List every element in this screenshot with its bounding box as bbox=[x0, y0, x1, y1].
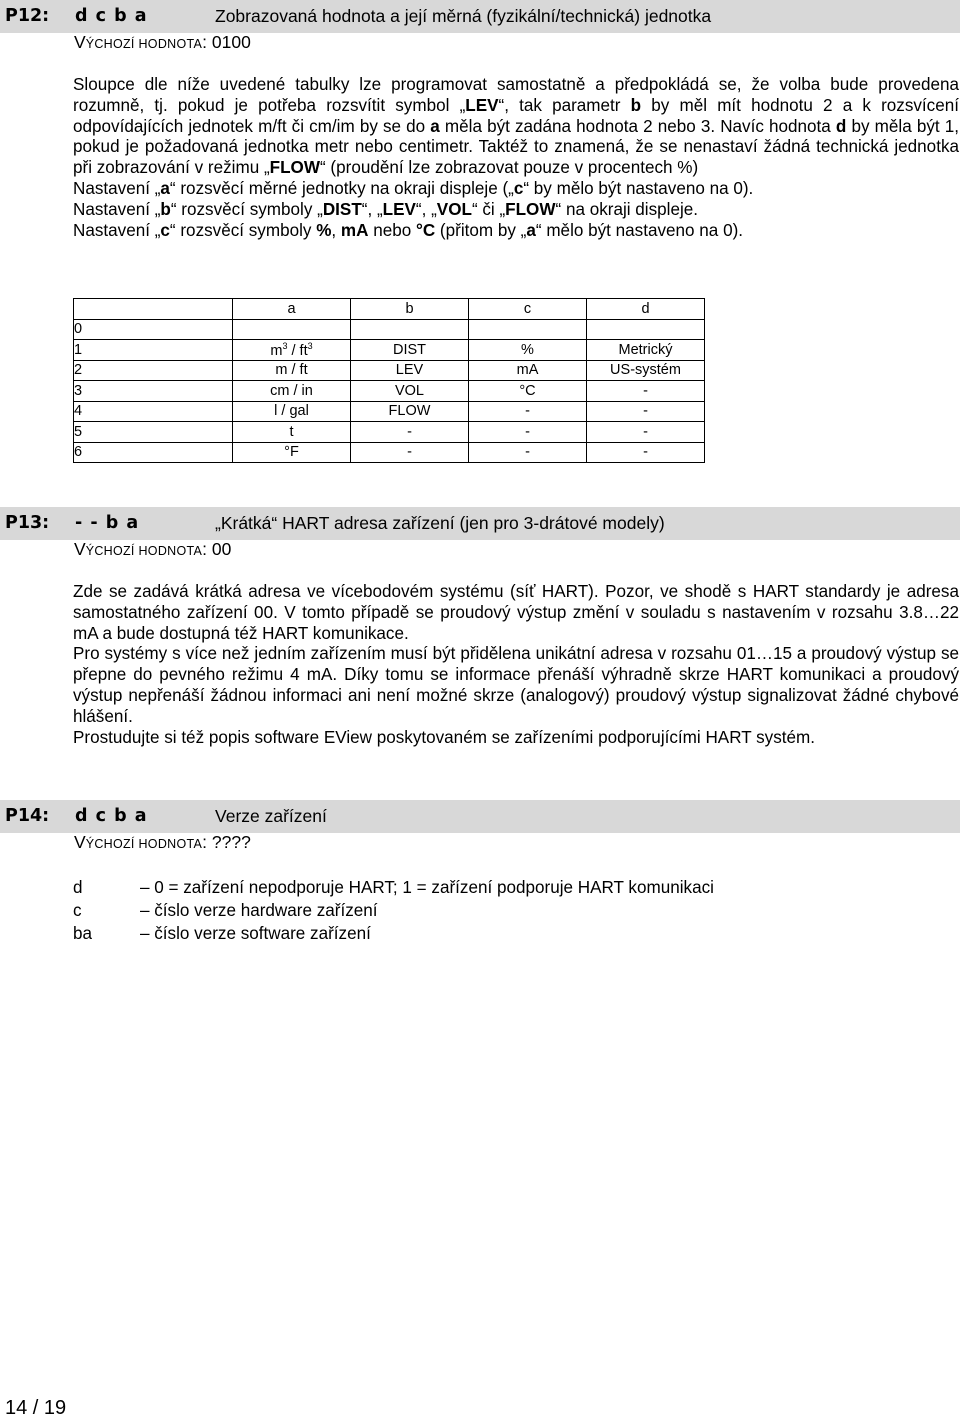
p14-title: Verze zařízení bbox=[215, 806, 327, 826]
list-item-key: c bbox=[73, 901, 82, 920]
table-cell: cm / in bbox=[233, 381, 351, 402]
table-cell: US-systém bbox=[587, 360, 705, 381]
table-cell: - bbox=[351, 422, 469, 443]
table-cell: - bbox=[351, 442, 469, 463]
table-header-cell: d bbox=[587, 299, 705, 320]
table-header-cell bbox=[74, 299, 233, 320]
p12-setting-a: Nastavení „a“ rozsvěcí měrné jednotky na okraji displeje („c“ by mělo být nastaveno na 0). bbox=[73, 178, 754, 198]
list-item-text: – číslo verze software zařízení bbox=[140, 924, 371, 943]
p14-default-value bbox=[74, 832, 251, 853]
table-cell: % bbox=[469, 340, 587, 361]
table-cell: 2 bbox=[74, 360, 233, 381]
table-cell: °C bbox=[469, 381, 587, 402]
p13-title: „Krátká“ HART adresa zařízení (jen pro 3-drátové modely) bbox=[215, 513, 665, 533]
table-cell: - bbox=[469, 422, 587, 443]
p12-paragraph: Sloupce dle níže uvedené tabulky lze programovat samostatně a předpokládá se, že volba bude provedena rozumně, tj. pokud je potřeba rozsvítit symbol „LEV“, tak parametr b by měl mít hodnotu 2 a k rozsvícení odpovídajících jednotek m/ft či cm/im by se do a měla být zadána hodnota 2 nebo 3. Navíc hodnota d by měla být 1, pokud je požadovaná jednotka metr nebo centimetr. Taktéž to znamená, že se nenastaví žádná technická jednotka při zobrazování v režimu „FLOW“ (proudění lze zobrazovat pouze v procentech %) bbox=[73, 75, 959, 178]
table-cell: 5 bbox=[74, 422, 233, 443]
p12-param-id: P12: bbox=[5, 6, 50, 26]
table-cell: - bbox=[469, 401, 587, 422]
table-cell: mA bbox=[469, 360, 587, 381]
list-item-text: – 0 = zařízení nepodporuje HART; 1 = zařízení podporuje HART komunikaci bbox=[140, 878, 714, 897]
p12-setting-b: Nastavení „b“ rozsvěcí symboly „DIST“, „LEV“, „VOL“ či „FLOW“ na okraji displeje. bbox=[73, 199, 699, 219]
table-cell bbox=[469, 319, 587, 340]
list-item-key: d bbox=[73, 878, 83, 897]
table-header-cell: b bbox=[351, 299, 469, 320]
table-cell: 0 bbox=[74, 319, 233, 340]
p14-default-number: : ???? bbox=[202, 832, 251, 852]
table-row bbox=[74, 381, 705, 402]
table-row bbox=[74, 401, 705, 422]
p12-default-value bbox=[74, 32, 251, 53]
table-row bbox=[74, 319, 705, 340]
table-cell bbox=[233, 319, 351, 340]
p13-param-id: P13: bbox=[5, 513, 50, 533]
p13-paragraph-3: Prostudujte si též popis software EView poskytovaném se zařízeními podporujícími HART systém. bbox=[73, 727, 815, 747]
page-number: 14 / 19 bbox=[5, 1397, 67, 1419]
table-cell: °F bbox=[233, 442, 351, 463]
table-cell: LEV bbox=[351, 360, 469, 381]
p13-digit-code: - - b a bbox=[75, 513, 140, 533]
table-row bbox=[74, 360, 705, 381]
table-cell: $m^3 / ft^3$ bbox=[233, 340, 351, 361]
p13-default-label: ÝCHOZÍ HODNOTA bbox=[85, 544, 203, 558]
p14-default-label-first: V bbox=[74, 832, 86, 852]
p12-description bbox=[73, 75, 959, 241]
table-header-row bbox=[74, 299, 705, 320]
table-cell: - bbox=[587, 442, 705, 463]
p12-default-number: : 0100 bbox=[202, 32, 251, 52]
table-cell: t bbox=[233, 422, 351, 443]
table-cell: - bbox=[587, 422, 705, 443]
p13-default-label-first: V bbox=[74, 539, 86, 559]
table-header-cell: c bbox=[469, 299, 587, 320]
p12-digit-code: d c b a bbox=[75, 6, 148, 26]
p13-paragraph-1: Zde se zadává krátká adresa ve vícebodovém systému (síť HART). Pozor, ve shodě s HART standardy je adresa samostatného zařízení 00. V tomto případě se proudový výstup změní v souladu s nastavením v rozsahu 3.8…22 mA a bude dostupná též HART komunikace. bbox=[73, 582, 959, 643]
list-item-text: – číslo verze hardware zařízení bbox=[140, 901, 378, 920]
table-cell bbox=[351, 319, 469, 340]
p13-default-value bbox=[74, 539, 231, 560]
table-cell: - bbox=[587, 401, 705, 422]
table-cell: m / ft bbox=[233, 360, 351, 381]
p13-description bbox=[73, 582, 959, 748]
list-item-key: ba bbox=[73, 924, 93, 943]
p14-param-id: P14: bbox=[5, 806, 50, 826]
p12-setting-c: Nastavení „c“ rozsvěcí symboly %, mA nebo °C (přitom by „a“ mělo být nastaveno na 0). bbox=[73, 220, 744, 240]
table-cell: l / gal bbox=[233, 401, 351, 422]
p13-paragraph-2: Pro systémy s více než jedním zařízením musí být přidělena unikátní adresa v rozsahu 01…15 a proudový výstup se přepne do pevného režimu 4 mA. Díky tomu se informace přenáší výhradně skrze HART komunikaci a proudový výstup nepřenáší žádnou informaci ani není možné skrze (analogový) proudový výstup signalizovat žádné chybové hlášení. bbox=[73, 644, 959, 726]
table-cell: 3 bbox=[74, 381, 233, 402]
table-row bbox=[74, 442, 705, 463]
table-header-cell: a bbox=[233, 299, 351, 320]
table-cell: - bbox=[469, 442, 587, 463]
p14-digit-code: d c b a bbox=[75, 806, 148, 826]
table-cell: 6 bbox=[74, 442, 233, 463]
p14-digit-list bbox=[73, 876, 953, 946]
table-cell: VOL bbox=[351, 381, 469, 402]
p12-unit-table bbox=[73, 298, 705, 463]
table-cell: Metrický bbox=[587, 340, 705, 361]
table-cell: FLOW bbox=[351, 401, 469, 422]
p12-default-label: ÝCHOZÍ HODNOTA bbox=[85, 37, 203, 51]
table-cell: - bbox=[587, 381, 705, 402]
p14-default-label: ÝCHOZÍ HODNOTA bbox=[85, 837, 203, 851]
table-cell: 4 bbox=[74, 401, 233, 422]
table-cell: 1 bbox=[74, 340, 233, 361]
table-row bbox=[74, 340, 705, 361]
p12-default-label-first: V bbox=[74, 32, 86, 52]
p12-title: Zobrazovaná hodnota a její měrná (fyzikální/technická) jednotka bbox=[215, 6, 712, 26]
table-cell: DIST bbox=[351, 340, 469, 361]
table-row bbox=[74, 422, 705, 443]
table-cell bbox=[587, 319, 705, 340]
p13-default-number: : 00 bbox=[202, 539, 232, 559]
